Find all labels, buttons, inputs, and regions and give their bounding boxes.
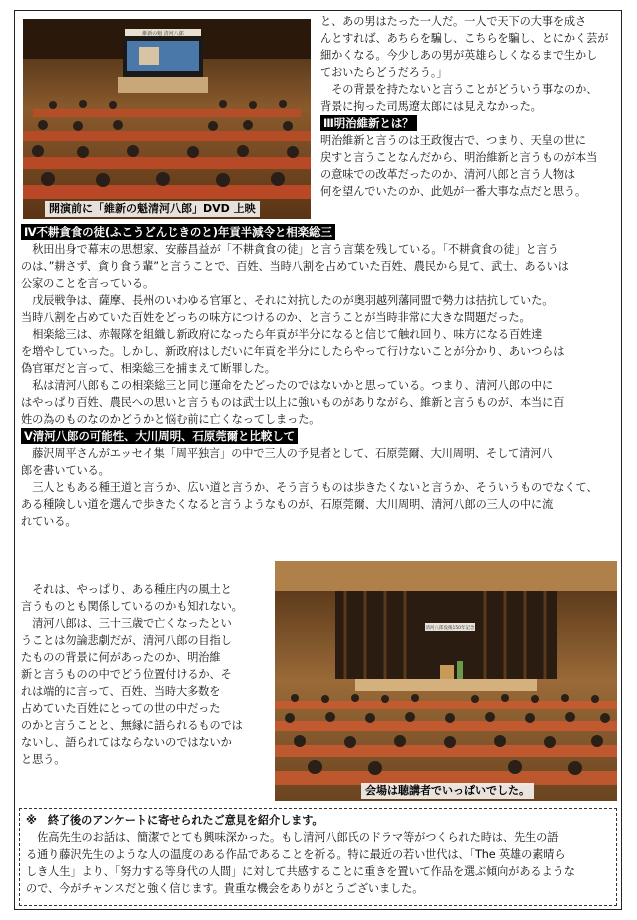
survey-line: る通り藤沢先生のような人の温度のある作品であることを祈る。特に最近の若い世代は、「The 英雄の素晴ら bbox=[26, 848, 566, 861]
intro-text bbox=[320, 13, 620, 200]
section5-line: 清河八郎は、三十三歳で亡くなったとい bbox=[32, 617, 232, 630]
survey-line: 佐高先生のお話は、簡潔でとても興味深かった。もし清河八郎氏のドラマ等がつくられた時は、先生の語 bbox=[37, 831, 559, 844]
section5-heading: Ⅴ清河八郎の可能性、大川周明、石原莞爾と比較して bbox=[21, 428, 298, 444]
section5-line: 新と言うものの中でどう位置付けるか、そ bbox=[21, 668, 232, 681]
section4-line: のは、”耕さず、貪り食う輩”と言うことで、百姓、当時八割を占めていた百姓、農民から見て、武士、あるいは bbox=[21, 260, 569, 273]
survey-line: ので、今がチャンスだと強く信じます。貴重な機会をありがとうございました。 bbox=[26, 882, 424, 895]
section3-line: 何を望んでいたのか、此処が一番大事な点だと思う。 bbox=[320, 185, 587, 198]
section5-line: それは、やっぱり、ある種庄内の風土と bbox=[32, 583, 232, 596]
section4-line: 相楽総三は、赤報隊を組織し新政府になったら年貢が半分になると信じて触れ回り、味方になる百姓達 bbox=[32, 328, 543, 341]
section4-line: 姓の為のものなのかどうかと悩む前に亡くなってしまった。 bbox=[21, 413, 321, 426]
section5-line: うことは勿論悲劇だが、清河八郎の目指し bbox=[21, 634, 232, 647]
intro-line: と、あの男はたった一人だ。一人で天下の大事を成さ bbox=[320, 15, 587, 28]
audience-hall-illustration bbox=[23, 19, 311, 219]
section4-line: 公家のことを言っている。 bbox=[21, 277, 155, 290]
section5-line: 占めていた百姓にとっての世の中だった bbox=[21, 702, 221, 715]
intro-line: ておいたらどうだろう。」 bbox=[320, 66, 448, 79]
section5-line: れている。 bbox=[21, 515, 77, 528]
section5-line: のかと言うことと、無縁に語られるものでは bbox=[21, 719, 243, 732]
section5-line: ある種険しい道を選んで歩きたくなると言うようなものが、石原莞爾、大川周明、清河八郎の三人の中に流 bbox=[21, 498, 554, 511]
section3-line: の意味での改革だったのか、清河八郎と言う人物は bbox=[320, 168, 576, 181]
survey-feedback-box bbox=[19, 808, 617, 906]
stage-banner-text: 維新の魁 清河八郎 bbox=[142, 31, 184, 37]
section5-line: と思う。 bbox=[21, 753, 66, 766]
newsletter-page bbox=[14, 10, 622, 910]
hall-photo-before-screening bbox=[23, 19, 311, 219]
section5-line: 藤沢周平さんがエッセイ集「周平独言」の中で三人の予見者として、石原莞爾、大川周明、そして清河八 bbox=[32, 447, 553, 460]
section5-line: 言うものとも関係しているのかも知れない。 bbox=[21, 600, 243, 613]
section4-line: 私は清河八郎もこの相楽総三と同じ運命をたどったのではないかと思っている。つまり、清河八郎の中に bbox=[32, 379, 554, 392]
photo2-caption: 会場は聴講者でいっぱいでした。 bbox=[361, 783, 534, 799]
section5-line: ないし、語られてはならないのではないか bbox=[21, 736, 232, 749]
intro-line: その背景を持たないと言うことがどういう事なのか、 bbox=[331, 83, 598, 96]
section5-narrow-column bbox=[21, 581, 273, 768]
intro-line: 細かくなる。今少しあの男が英雄らしくなるまで生かし bbox=[320, 49, 598, 62]
section4-line: を増やしていった。しかし、新政府はしだいに年貢を半分にしたらやって行けないことが分かり、あいつらは bbox=[21, 345, 565, 358]
full-hall-illustration bbox=[275, 561, 617, 801]
section3-line: 明治維新と言うのは王政復古で、つまり、天皇の世に bbox=[320, 134, 586, 147]
hall-photo-full-audience bbox=[275, 561, 617, 801]
section3-line: 戻すと言うことなんだから、明治維新と言うものが本当 bbox=[320, 151, 598, 164]
section4-line: 秋田出身で幕末の思想家、安藤昌益が「不耕貪食の徒」と言う言葉を残している。「不耕貪食の徒」と言う bbox=[32, 243, 559, 256]
section4-heading: Ⅳ不耕貪食の徒(ふこうどんじきのと)年貢半減令と相楽総三 bbox=[21, 224, 335, 240]
section4-line: 偽官軍だと言って、相楽総三を捕まえて断罪した。 bbox=[21, 362, 276, 375]
section4-block bbox=[21, 224, 619, 530]
section5-line: 三人ともある種王道と言うか、広い道と言うか、そう言うものは歩きたくないと言うか、そういうものでなくて、 bbox=[32, 481, 598, 494]
section3-heading: Ⅲ明治維新とは？ bbox=[320, 115, 417, 131]
section5-line: 郎を書いている。 bbox=[21, 464, 110, 477]
intro-line: 背景に拘った司馬遼太郎には見えなかった。 bbox=[320, 100, 542, 113]
survey-line: しき人生」より、「努力する等身代の人間」に対して共感することに重きを置いて作品を選ぶ傾向があるような bbox=[26, 865, 575, 878]
section4-line: 戊辰戦争は、薩摩、長州のいわゆる官軍と、それに対抗したのが奥羽越列藩同盟で勢力は拮抗していた。 bbox=[32, 294, 554, 307]
section5-line: れは端的に言って、百姓、当時大多数を bbox=[21, 685, 221, 698]
survey-title: ※ 終了後のアンケートに寄せられたご意見を紹介します。 bbox=[26, 814, 324, 827]
intro-line: んとすれば、あちらを騙し、こちらを騙し、とにかく芸が bbox=[320, 32, 609, 45]
section4-line: 当時八割を占めていた百姓をどっちの味方につけるのか、と言うことが当時非常に大きな問題だった。 bbox=[21, 311, 531, 324]
section4-line: はやっぱり百姓、農民への思いと言うものは武士以上に強いものがありながら、維新と言うものが、本当に百 bbox=[21, 396, 565, 409]
stage-banner-text: 清河八郎没後150年記念 bbox=[425, 626, 475, 631]
section5-line: たものの背景に何があったのか、明治維 bbox=[21, 651, 221, 664]
photo1-caption: 開演前に「維新の魁清河八郎」DVD 上映 bbox=[45, 201, 260, 217]
